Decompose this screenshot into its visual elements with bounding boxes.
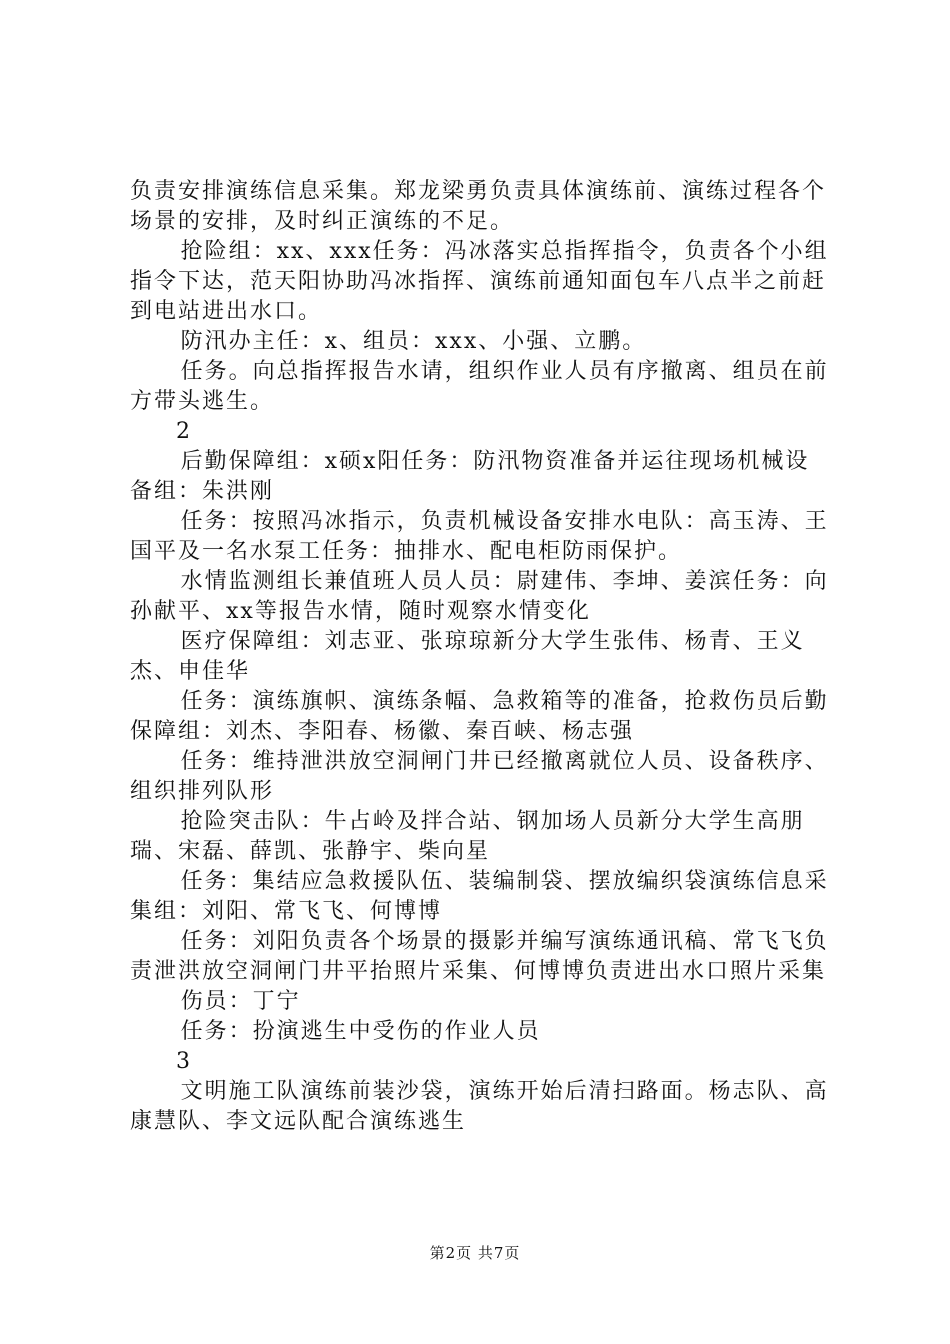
page-number-marker: 2 (176, 419, 192, 444)
paragraph: 伤员：丁宁 (180, 989, 301, 1014)
paragraph: 任务：维持泄洪放空洞闸门井已经撤离就位人员、设备秩序、组织排列队形 (130, 749, 829, 804)
paragraph: 任务：刘阳负责各个场景的摄影并编写演练通讯稿、常飞飞负责泄洪放空洞闸门井平抬照片采集、何博博负责进出水口照片采集 (130, 929, 829, 984)
paragraph: 医疗保障组：刘志亚、张琼琼新分大学生张伟、杨青、王义杰、申佳华 (130, 629, 805, 684)
paragraph: 抢险突击队：牛占岭及拌合站、钢加场人员新分大学生高朋瑞、宋磊、薛凯、张静宇、柴向星 (130, 809, 805, 864)
paragraph: 任务：按照冯冰指示，负责机械设备安排水电队：高玉涛、王国平及一名水泵工任务：抽排水、配电柜防雨保护。 (130, 509, 829, 564)
paragraph: 任务。向总指挥报告水请，组织作业人员有序撤离、组员在前方带头逃生。 (130, 359, 829, 414)
paragraph: 文明施工队演练前装沙袋，演练开始后清扫路面。杨志队、高康慧队、李文远队配合演练逃生 (130, 1079, 829, 1134)
paragraph: 抢险组：xx、xxx任务：冯冰落实总指挥指令，负责各个小组指令下达，范天阳协助冯冰指挥、演练前通知面包车八点半之前赶到电站进出水口。 (130, 239, 829, 324)
paragraph: 负责安排演练信息采集。郑龙梁勇负责具体演练前、演练过程各个场景的安排，及时纠正演练的不足。 (130, 179, 827, 234)
paragraph: 水情监测组长兼值班人员人员：尉建伟、李坤、姜滨任务：向孙献平、xx等报告水情，随时观察水情变化 (130, 569, 829, 624)
page-footer: 第2页 共7页 (429, 1244, 521, 1262)
paragraph: 防汛办主任：x、组员：xxx、小强、立鹏。 (180, 329, 647, 354)
paragraph: 后勤保障组：x硕x阳任务：防汛物资准备并运往现场机械设备组：朱洪刚 (130, 449, 810, 504)
paragraph: 任务：集结应急救援队伍、装编制袋、摆放编织袋演练信息采集组：刘阳、常飞飞、何博博 (130, 869, 829, 924)
paragraph: 任务：扮演逃生中受伤的作业人员 (180, 1019, 541, 1044)
page-number-marker: 3 (176, 1049, 192, 1074)
document-body (130, 177, 830, 1137)
paragraph: 任务：演练旗帜、演练条幅、急救箱等的准备，抢救伤员后勤保障组：刘杰、李阳春、杨徽、秦百峡、杨志强 (130, 689, 829, 744)
